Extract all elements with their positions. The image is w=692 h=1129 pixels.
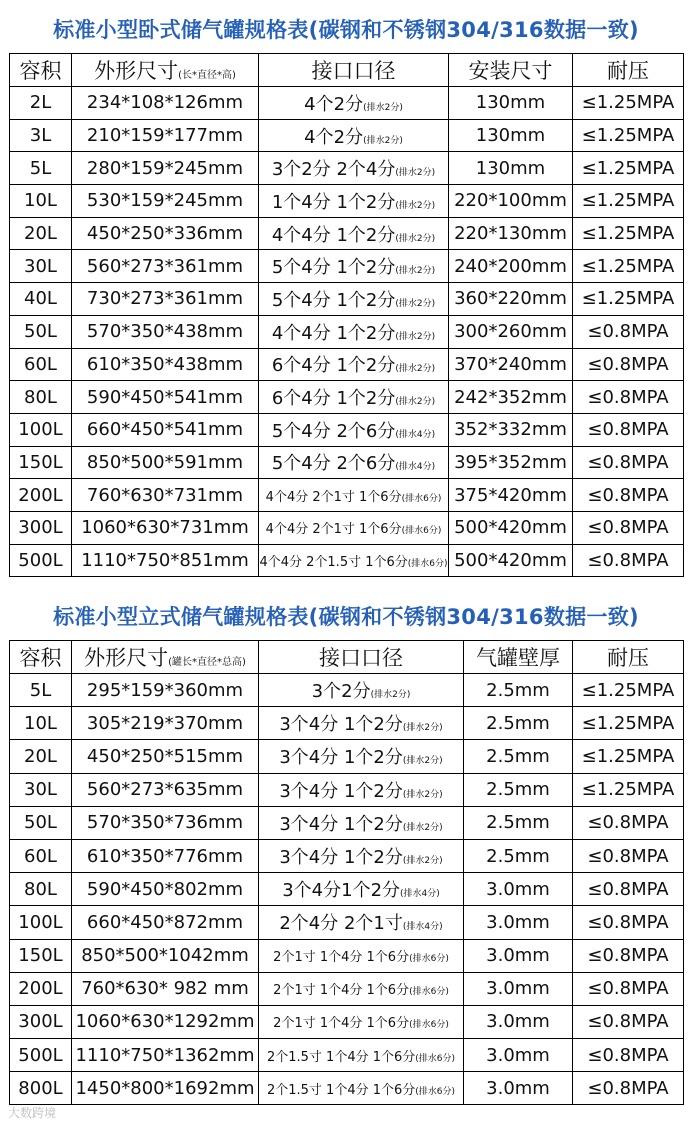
- ports-value: 2个1寸 1个4分 1个6分: [273, 950, 410, 966]
- install-cell: 360*220mm: [449, 283, 573, 316]
- drain-note: (排水2分): [395, 331, 436, 342]
- ports-value: 4个4分 1个2分: [271, 224, 396, 246]
- pressure-cell: ≤1.25MPA: [573, 87, 684, 120]
- dimensions-cell: 850*500*1042mm: [72, 939, 259, 972]
- install-cell: 500*420mm: [449, 511, 573, 544]
- drain-note: (排水4分): [395, 429, 436, 440]
- ports-cell: [259, 806, 464, 839]
- table-row: [10, 773, 684, 806]
- header-install: 安装尺寸: [449, 54, 573, 87]
- install-cell: 352*332mm: [449, 413, 573, 446]
- dimensions-cell: 560*273*361mm: [72, 250, 259, 283]
- capacity-cell: 20L: [10, 740, 72, 773]
- table2-title: 标准小型立式储气罐规格表(碳钢和不锈钢304/316数据一致): [53, 605, 639, 629]
- ports-cell: [259, 511, 449, 544]
- dimensions-cell: 295*159*360mm: [72, 674, 259, 707]
- table-row: [10, 544, 684, 577]
- header-dimensions: [72, 54, 259, 87]
- capacity-cell: 500L: [10, 1039, 72, 1072]
- install-cell: 500*420mm: [449, 544, 573, 577]
- table-row: [10, 87, 684, 120]
- ports-value: 3个4分 1个2分: [279, 813, 403, 835]
- capacity-cell: 800L: [10, 1072, 72, 1105]
- table-row: [10, 707, 684, 740]
- drain-note: (排水2分): [395, 200, 436, 211]
- pressure-cell: ≤1.25MPA: [573, 740, 684, 773]
- table-row: [10, 152, 684, 185]
- ports-cell: [259, 217, 449, 250]
- capacity-cell: 50L: [10, 315, 72, 348]
- install-cell: 242*352mm: [449, 381, 573, 414]
- header-capacity: 容积: [10, 641, 72, 674]
- pressure-cell: ≤1.25MPA: [573, 250, 684, 283]
- capacity-cell: 100L: [10, 906, 72, 939]
- wall-cell: 3.0mm: [464, 972, 573, 1005]
- drain-note: (排水2分): [402, 789, 443, 800]
- pressure-cell: ≤1.25MPA: [573, 674, 684, 707]
- capacity-cell: 60L: [10, 348, 72, 381]
- ports-value: 3个4分 1个2分: [279, 780, 403, 802]
- table-row: [10, 348, 684, 381]
- drain-note: (排水2分): [395, 397, 436, 408]
- ports-cell: [259, 479, 449, 512]
- pressure-cell: ≤1.25MPA: [573, 707, 684, 740]
- drain-note: (排水6分): [409, 954, 449, 965]
- dimensions-cell: 210*159*177mm: [72, 119, 259, 152]
- ports-value: 5个4分 1个2分: [271, 257, 396, 279]
- capacity-cell: 80L: [10, 381, 72, 414]
- ports-value: 6个4分 1个2分: [271, 388, 396, 410]
- dimensions-cell: 234*108*126mm: [72, 87, 259, 120]
- header-ports: 接口口径: [259, 641, 464, 674]
- pressure-cell: ≤0.8MPA: [573, 479, 684, 512]
- ports-value: 3个4分1个2分: [282, 880, 401, 902]
- drain-note: (排水6分): [415, 1053, 456, 1064]
- pressure-cell: ≤0.8MPA: [573, 906, 684, 939]
- capacity-cell: 20L: [10, 217, 72, 250]
- pressure-cell: ≤0.8MPA: [573, 511, 684, 544]
- dimensions-cell: 450*250*515mm: [72, 740, 259, 773]
- ports-cell: [259, 873, 464, 906]
- drain-note: (排水2分): [395, 298, 436, 309]
- wall-cell: 3.0mm: [464, 939, 573, 972]
- drain-note: (排水2分): [402, 856, 443, 867]
- dimensions-cell: 305*219*370mm: [72, 707, 259, 740]
- drain-note: (排水6分): [409, 987, 449, 998]
- capacity-cell: 200L: [10, 972, 72, 1005]
- capacity-cell: 500L: [10, 544, 72, 577]
- install-cell: 370*240mm: [449, 348, 573, 381]
- install-cell: 300*260mm: [449, 315, 573, 348]
- header-ports: 接口口径: [259, 54, 449, 87]
- wall-cell: 3.0mm: [464, 1039, 573, 1072]
- dimensions-cell: 570*350*438mm: [72, 315, 259, 348]
- dimensions-cell: 760*630*731mm: [72, 479, 259, 512]
- drain-note: (排水4分): [400, 889, 440, 900]
- wall-cell: 2.5mm: [464, 773, 573, 806]
- capacity-cell: 300L: [10, 1005, 72, 1038]
- header-dimensions-note: (长*直径*高): [178, 70, 236, 81]
- dimensions-cell: 280*159*245mm: [72, 152, 259, 185]
- ports-value: 5个4分 2个6分: [271, 453, 396, 475]
- drain-note: (排水2分): [402, 756, 443, 767]
- drain-note: (排水2分): [395, 266, 436, 277]
- ports-cell: [259, 674, 464, 707]
- ports-value: 2个4分 2个1寸: [279, 913, 403, 935]
- pressure-cell: ≤0.8MPA: [573, 446, 684, 479]
- dimensions-cell: 590*450*541mm: [72, 381, 259, 414]
- drain-note: (排水2分): [363, 102, 403, 113]
- drain-note: (排水6分): [409, 1020, 449, 1031]
- pressure-cell: ≤0.8MPA: [573, 544, 684, 577]
- table-row: [10, 806, 684, 839]
- pressure-cell: ≤0.8MPA: [573, 839, 684, 872]
- table-row: [10, 413, 684, 446]
- pressure-cell: ≤1.25MPA: [573, 185, 684, 218]
- table-row: [10, 511, 684, 544]
- ports-cell: [259, 1072, 464, 1105]
- ports-cell: [259, 740, 464, 773]
- drain-note: (排水2分): [395, 233, 436, 244]
- install-cell: 240*200mm: [449, 250, 573, 283]
- pressure-cell: ≤1.25MPA: [573, 152, 684, 185]
- header-dimensions-note: (罐长*直径*总高): [168, 657, 246, 668]
- wall-cell: 2.5mm: [464, 806, 573, 839]
- ports-cell: [259, 544, 449, 577]
- table-row: [10, 119, 684, 152]
- dimensions-cell: 1110*750*851mm: [72, 544, 259, 577]
- ports-value: 4个2分: [304, 93, 364, 115]
- dimensions-cell: 590*450*802mm: [72, 873, 259, 906]
- ports-value: 2个1.5寸 1个4分 1个6分: [266, 1049, 416, 1065]
- drain-note: (排水2分): [395, 364, 436, 375]
- ports-value: 3个2分 2个4分: [271, 159, 396, 181]
- dimensions-cell: 610*350*776mm: [72, 839, 259, 872]
- drain-note: (排水6分): [401, 493, 442, 504]
- dimensions-cell: 610*350*438mm: [72, 348, 259, 381]
- ports-value: 4个2分: [304, 126, 364, 148]
- drain-note: (排水2分): [402, 822, 443, 833]
- capacity-cell: 3L: [10, 119, 72, 152]
- dimensions-cell: 850*500*591mm: [72, 446, 259, 479]
- watermark: 大数跨境: [8, 1106, 57, 1120]
- ports-cell: [259, 315, 449, 348]
- capacity-cell: 150L: [10, 446, 72, 479]
- header-pressure: 耐压: [573, 54, 684, 87]
- pressure-cell: ≤1.25MPA: [573, 119, 684, 152]
- table-row: [10, 185, 684, 218]
- wall-cell: 2.5mm: [464, 740, 573, 773]
- ports-cell: [259, 972, 464, 1005]
- table-row: [10, 250, 684, 283]
- header-dimensions-label: 外形尺寸: [84, 646, 169, 670]
- wall-cell: 3.0mm: [464, 1072, 573, 1105]
- ports-cell: [259, 152, 449, 185]
- table-row: [10, 1039, 684, 1072]
- ports-cell: [259, 250, 449, 283]
- ports-cell: [259, 283, 449, 316]
- capacity-cell: 150L: [10, 939, 72, 972]
- header-pressure: 耐压: [573, 641, 684, 674]
- ports-cell: [259, 707, 464, 740]
- wall-cell: 3.0mm: [464, 1005, 573, 1038]
- capacity-cell: 200L: [10, 479, 72, 512]
- ports-value: 2个1.5寸 1个4分 1个6分: [266, 1082, 416, 1098]
- ports-value: 2个1寸 1个4分 1个6分: [273, 983, 410, 999]
- capacity-cell: 30L: [10, 773, 72, 806]
- table-row: [10, 839, 684, 872]
- ports-cell: [259, 1005, 464, 1038]
- ports-value: 6个4分 1个2分: [271, 355, 396, 377]
- capacity-cell: 60L: [10, 839, 72, 872]
- pressure-cell: ≤0.8MPA: [573, 939, 684, 972]
- pressure-cell: ≤0.8MPA: [573, 1039, 684, 1072]
- wall-cell: 3.0mm: [464, 906, 573, 939]
- table-row: [10, 1005, 684, 1038]
- pressure-cell: ≤0.8MPA: [573, 873, 684, 906]
- table-row: [10, 446, 684, 479]
- dimensions-cell: 760*630* 982 mm: [72, 972, 259, 1005]
- pressure-cell: ≤1.25MPA: [573, 773, 684, 806]
- ports-cell: [259, 185, 449, 218]
- capacity-cell: 5L: [10, 152, 72, 185]
- ports-value: 5个4分 1个2分: [271, 289, 396, 311]
- ports-value: 2个1寸 1个4分 1个6分: [273, 1016, 410, 1032]
- capacity-cell: 300L: [10, 511, 72, 544]
- capacity-cell: 10L: [10, 185, 72, 218]
- table-row: [10, 740, 684, 773]
- table-row: [10, 283, 684, 316]
- pressure-cell: ≤0.8MPA: [573, 381, 684, 414]
- table-row: [10, 906, 684, 939]
- drain-note: (排水4分): [395, 462, 436, 473]
- header-capacity: 容积: [10, 54, 72, 87]
- dimensions-cell: 560*273*635mm: [72, 773, 259, 806]
- dimensions-cell: 530*159*245mm: [72, 185, 259, 218]
- dimensions-cell: 1060*630*731mm: [72, 511, 259, 544]
- capacity-cell: 40L: [10, 283, 72, 316]
- wall-cell: 2.5mm: [464, 707, 573, 740]
- pressure-cell: ≤0.8MPA: [573, 972, 684, 1005]
- dimensions-cell: 1060*630*1292mm: [72, 1005, 259, 1038]
- dimensions-cell: 1110*750*1362mm: [72, 1039, 259, 1072]
- ports-cell: [259, 773, 464, 806]
- pressure-cell: ≤0.8MPA: [573, 348, 684, 381]
- install-cell: 220*100mm: [449, 185, 573, 218]
- table2-header-row: [10, 641, 684, 674]
- wall-cell: 2.5mm: [464, 674, 573, 707]
- capacity-cell: 30L: [10, 250, 72, 283]
- ports-value: 4个4分 2个1寸 1个6分: [265, 522, 402, 538]
- dimensions-cell: 570*350*736mm: [72, 806, 259, 839]
- ports-cell: [259, 839, 464, 872]
- install-cell: 130mm: [449, 87, 573, 120]
- capacity-cell: 2L: [10, 87, 72, 120]
- drain-note: (排水6分): [415, 1086, 456, 1097]
- dimensions-cell: 1450*800*1692mm: [72, 1072, 259, 1105]
- drain-note: (排水6分): [401, 526, 442, 537]
- ports-value: 3个4分 1个2分: [279, 714, 403, 736]
- ports-cell: [259, 348, 449, 381]
- ports-cell: [259, 381, 449, 414]
- capacity-cell: 10L: [10, 707, 72, 740]
- ports-cell: [259, 1039, 464, 1072]
- dimensions-cell: 730*273*361mm: [72, 283, 259, 316]
- install-cell: 375*420mm: [449, 479, 573, 512]
- capacity-cell: 50L: [10, 806, 72, 839]
- pressure-cell: ≤1.25MPA: [573, 217, 684, 250]
- drain-note: (排水2分): [370, 690, 411, 701]
- ports-cell: [259, 939, 464, 972]
- table-row: [10, 381, 684, 414]
- table-row: [10, 1072, 684, 1105]
- table-row: [10, 315, 684, 348]
- dimensions-cell: 660*450*872mm: [72, 906, 259, 939]
- ports-value: 3个4分 1个2分: [279, 847, 403, 869]
- table-row: [10, 217, 684, 250]
- ports-value: 5个4分 2个6分: [271, 420, 396, 442]
- install-cell: 395*352mm: [449, 446, 573, 479]
- table1-title: 标准小型卧式储气罐规格表(碳钢和不锈钢304/316数据一致): [53, 18, 639, 42]
- vertical-tank-spec-table: [9, 640, 684, 1105]
- pressure-cell: ≤0.8MPA: [573, 1072, 684, 1105]
- table1-header-row: [10, 54, 684, 87]
- header-dimensions-label: 外形尺寸: [94, 59, 179, 83]
- capacity-cell: 80L: [10, 873, 72, 906]
- ports-value: 4个4分 2个1.5寸 1个6分: [259, 554, 408, 570]
- ports-value: 4个4分 1个2分: [271, 322, 396, 344]
- header-wall: 气罐壁厚: [464, 641, 573, 674]
- pressure-cell: ≤0.8MPA: [573, 413, 684, 446]
- drain-note: (排水2分): [395, 168, 436, 179]
- ports-cell: [259, 413, 449, 446]
- install-cell: 220*130mm: [449, 217, 573, 250]
- capacity-cell: 5L: [10, 674, 72, 707]
- table-row: [10, 873, 684, 906]
- header-dimensions: [72, 641, 259, 674]
- dimensions-cell: 450*250*336mm: [72, 217, 259, 250]
- drain-note: (排水4分): [402, 922, 443, 933]
- table-row: [10, 972, 684, 1005]
- drain-note: (排水6分): [407, 558, 448, 569]
- ports-cell: [259, 119, 449, 152]
- capacity-cell: 100L: [10, 413, 72, 446]
- drain-note: (排水2分): [402, 723, 443, 734]
- dimensions-cell: 660*450*541mm: [72, 413, 259, 446]
- horizontal-tank-spec-table: [9, 53, 684, 577]
- ports-cell: [259, 906, 464, 939]
- drain-note: (排水2分): [363, 135, 403, 146]
- pressure-cell: ≤0.8MPA: [573, 806, 684, 839]
- install-cell: 130mm: [449, 152, 573, 185]
- wall-cell: 3.0mm: [464, 873, 573, 906]
- pressure-cell: ≤1.25MPA: [573, 283, 684, 316]
- ports-cell: [259, 87, 449, 120]
- ports-value: 1个4分 1个2分: [271, 191, 396, 213]
- ports-cell: [259, 446, 449, 479]
- table-row: [10, 479, 684, 512]
- table-row: [10, 674, 684, 707]
- pressure-cell: ≤0.8MPA: [573, 1005, 684, 1038]
- table-row: [10, 939, 684, 972]
- ports-value: 3个2分: [311, 681, 371, 703]
- ports-value: 4个4分 2个1寸 1个6分: [265, 489, 402, 505]
- wall-cell: 2.5mm: [464, 839, 573, 872]
- ports-value: 3个4分 1个2分: [279, 747, 403, 769]
- install-cell: 130mm: [449, 119, 573, 152]
- pressure-cell: ≤0.8MPA: [573, 315, 684, 348]
